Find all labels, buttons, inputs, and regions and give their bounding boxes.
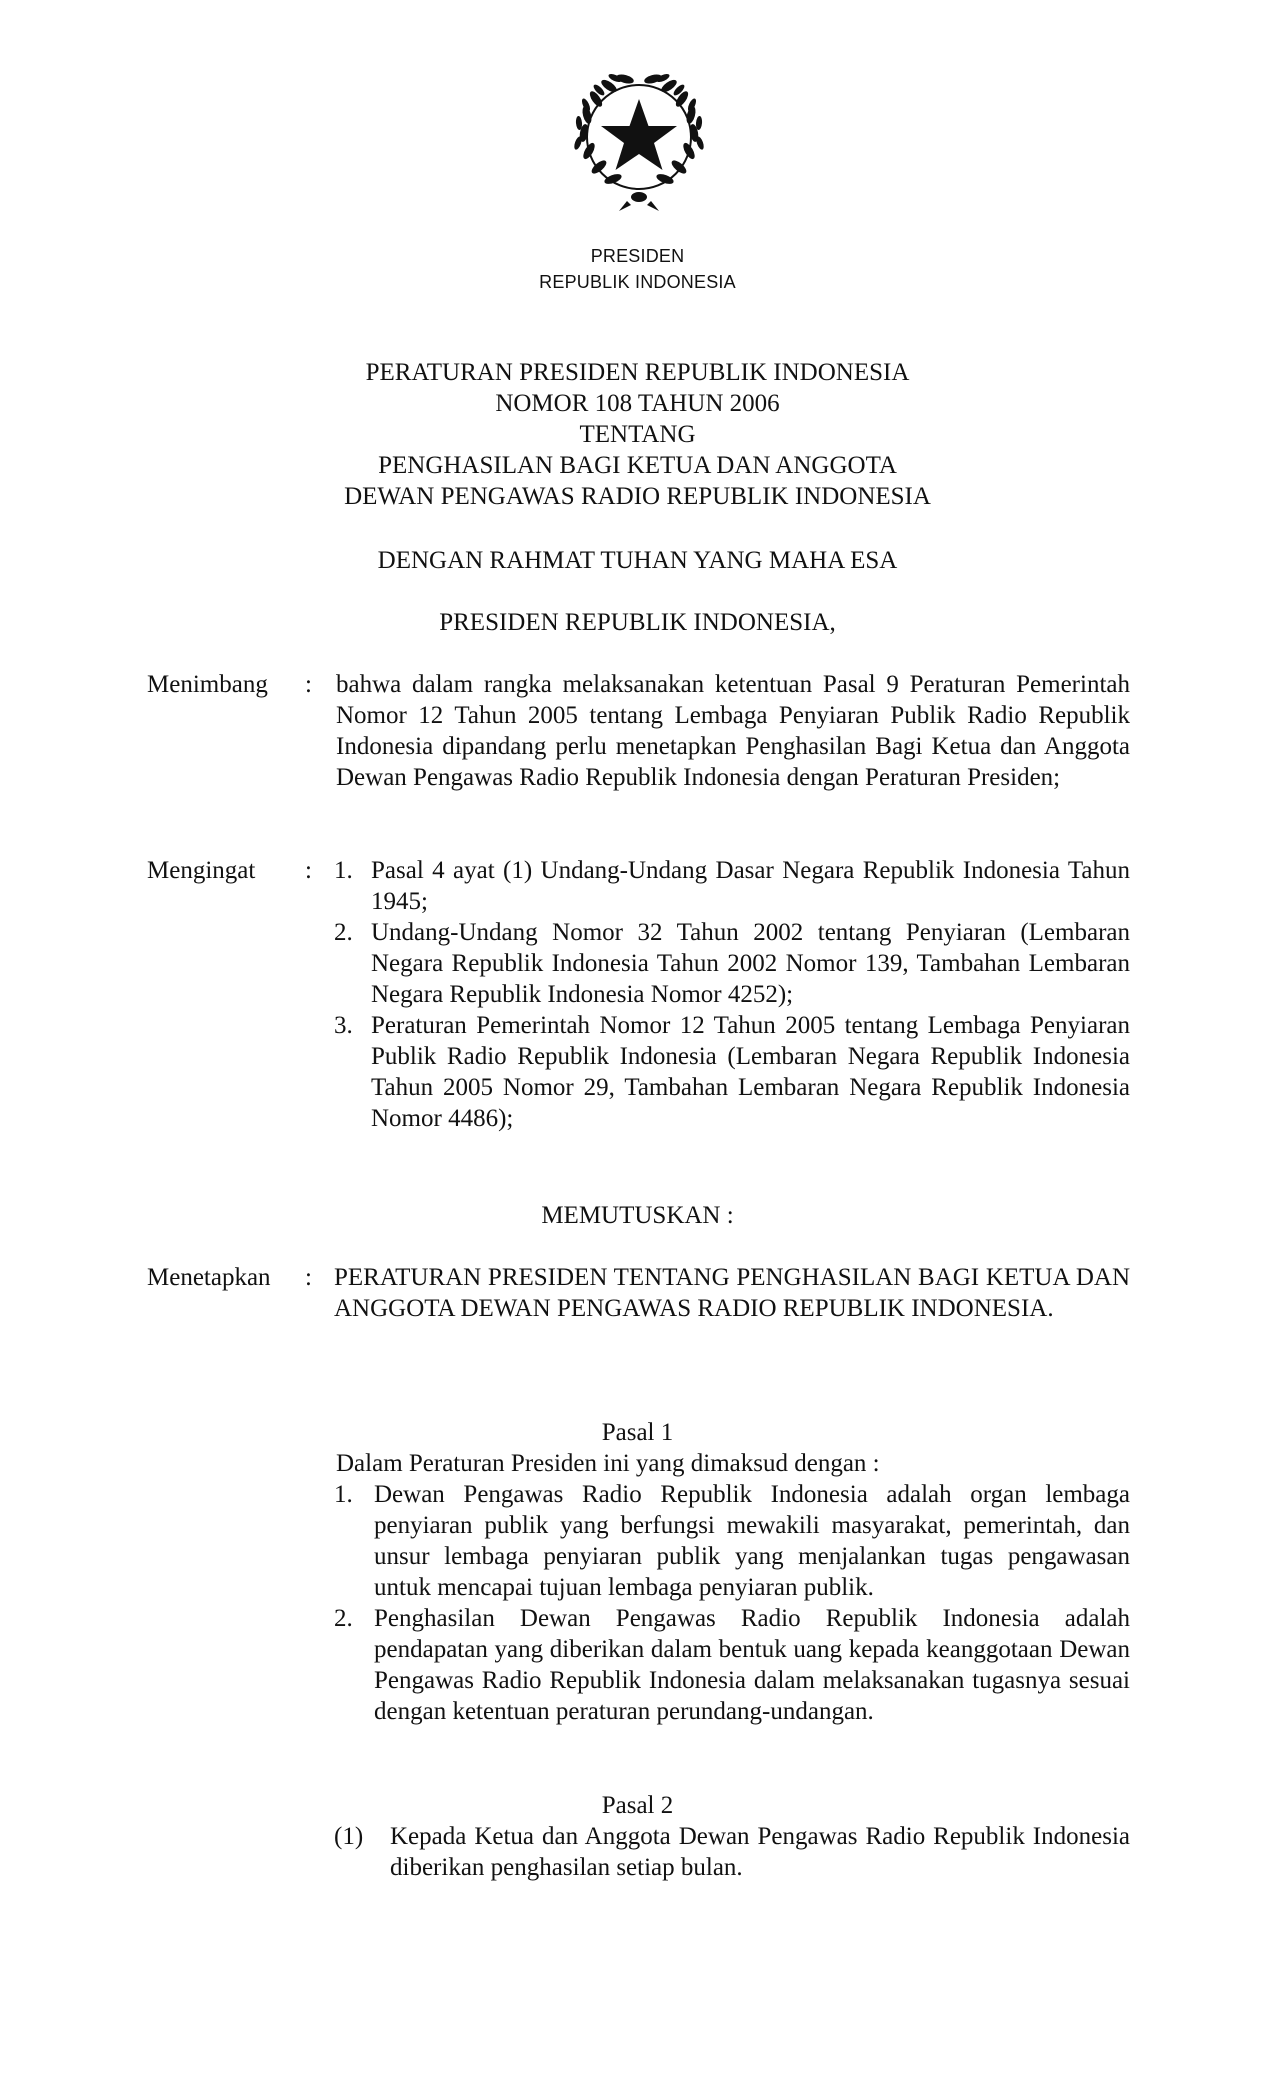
mengingat-item-1-number: 1. <box>334 857 353 884</box>
pasal-2-heading: Pasal 2 <box>601 1792 674 1819</box>
invocation: DENGAN RAHMAT TUHAN YANG MAHA ESA <box>377 547 898 574</box>
letterhead-line-1: PRESIDEN <box>590 246 685 266</box>
title-line-1: PERATURAN PRESIDEN REPUBLIK INDONESIA <box>365 359 910 386</box>
mengingat-item-2-text: Undang-Undang Nomor 32 Tahun 2002 tentang Penyiaran (Lembaran Negara Republik Indonesia Tahun 2002 Nomor 139, Tambahan Lembaran Negara Republik Indonesia Nomor 4252); <box>371 919 1130 1008</box>
pasal-2-item-1-number: (1) <box>334 1823 364 1850</box>
state-emblem-icon <box>557 55 721 219</box>
pasal-1-item-1-number: 1. <box>334 1481 353 1508</box>
mengingat-item-2-number: 2. <box>334 919 353 946</box>
pasal-1-intro: Dalam Peraturan Presiden ini yang dimaksud dengan : <box>336 1450 880 1477</box>
title-line-4: PENGHASILAN BAGI KETUA DAN ANGGOTA <box>378 452 897 479</box>
pasal-1-item-2-number: 2. <box>334 1605 353 1632</box>
pasal-1-heading: Pasal 1 <box>601 1419 674 1446</box>
pasal-1-item-1-text: Dewan Pengawas Radio Republik Indonesia adalah organ lembaga penyiaran publik yang berfungsi mewakili masyarakat, pemerintah, dan unsur lembaga penyiaran publik yang menjalankan tugas pengawasan untuk mencapai tujuan lembaga penyiaran publik. <box>374 1481 1130 1601</box>
mengingat-item-1-text: Pasal 4 ayat (1) Undang-Undang Dasar Negara Republik Indonesia Tahun 1945; <box>371 857 1130 915</box>
title-line-3: TENTANG <box>579 421 696 448</box>
menetapkan-text: PERATURAN PRESIDEN TENTANG PENGHASILAN BAGI KETUA DAN ANGGOTA DEWAN PENGAWAS RADIO REPUBLIK INDONESIA. <box>334 1264 1130 1322</box>
menetapkan-label: Menetapkan <box>147 1264 271 1291</box>
pasal-1-item-2-text: Penghasilan Dewan Pengawas Radio Republik Indonesia adalah pendapatan yang diberikan dalam bentuk uang kepada keanggotaan Dewan Pengawas Radio Republik Indonesia dalam melaksanakan tugasnya sesuai dengan ketentuan peraturan perundang-undangan. <box>374 1605 1130 1725</box>
menetapkan-colon: : <box>305 1264 312 1291</box>
title-line-5: DEWAN PENGAWAS RADIO REPUBLIK INDONESIA <box>344 483 931 510</box>
mengingat-label: Mengingat <box>147 857 256 884</box>
mengingat-item-3-number: 3. <box>334 1012 353 1039</box>
menimbang-colon: : <box>305 671 312 698</box>
letterhead-line-2: REPUBLIK INDONESIA <box>539 272 736 292</box>
title-line-2: NOMOR 108 TAHUN 2006 <box>495 390 780 417</box>
title-block <box>0 357 1275 512</box>
memutuskan-heading: MEMUTUSKAN : <box>541 1202 734 1229</box>
mengingat-colon: : <box>305 857 312 884</box>
authority-heading: PRESIDEN REPUBLIK INDONESIA, <box>439 609 836 636</box>
menimbang-label: Menimbang <box>147 671 268 698</box>
menimbang-text: bahwa dalam rangka melaksanakan ketentuan Pasal 9 Peraturan Pemerintah Nomor 12 Tahun 2005 tentang Lembaga Penyiaran Publik Radio Republik Indonesia dipandang perlu menetapkan Penghasilan Bagi Ketua dan Anggota Dewan Pengawas Radio Republik Indonesia dengan Peraturan Presiden; <box>336 671 1130 791</box>
mengingat-item-3-text: Peraturan Pemerintah Nomor 12 Tahun 2005 tentang Lembaga Penyiaran Publik Radio Republik Indonesia (Lembaran Negara Republik Indonesia Tahun 2005 Nomor 29, Tambahan Lembaran Negara Republik Indonesia Nomor 4486); <box>371 1012 1130 1132</box>
pasal-2-item-1-text: Kepada Ketua dan Anggota Dewan Pengawas Radio Republik Indonesia diberikan penghasilan setiap bulan. <box>390 1823 1130 1881</box>
